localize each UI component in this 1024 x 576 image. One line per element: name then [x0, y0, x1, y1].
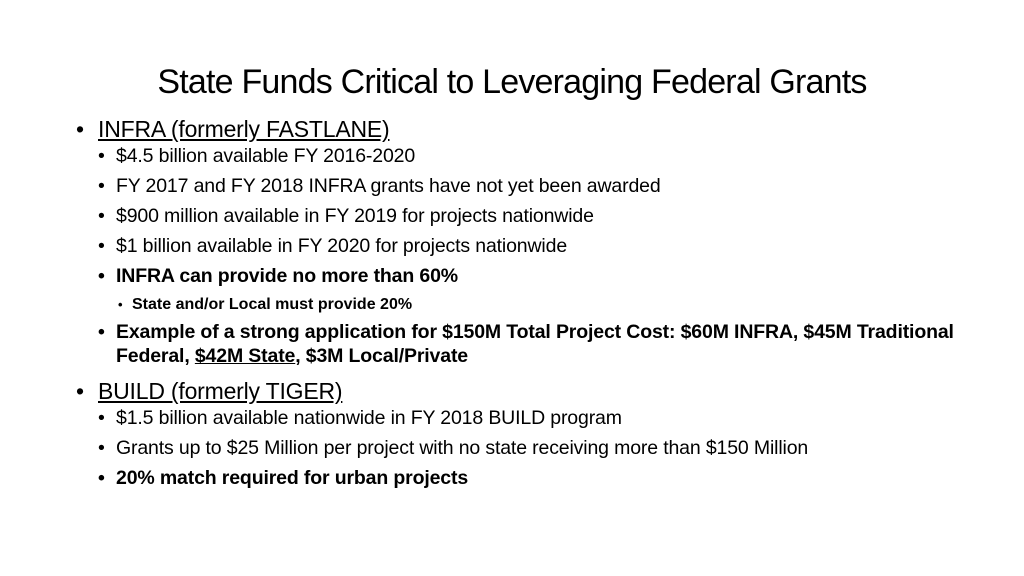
list-item — [98, 406, 956, 430]
list-item — [98, 264, 956, 288]
infra-item-fy2020: $1 billion available in FY 2020 for projects nationwide — [116, 235, 568, 257]
build-section — [76, 376, 956, 406]
list-item — [98, 144, 956, 168]
bullet-icon: • — [76, 378, 84, 404]
bullet-icon: • — [98, 265, 105, 287]
list-item — [98, 436, 956, 460]
bullet-icon: • — [98, 321, 105, 343]
infra-example-part1: Example of a strong application for $150M Total Project Cost: $60M INFRA, $45M Traditional Federal, — [116, 321, 954, 367]
bullet-icon: • — [98, 437, 105, 459]
infra-cap-item: INFRA can provide no more than 60% — [116, 265, 458, 287]
build-heading: BUILD (formerly TIGER) — [98, 378, 343, 404]
bullet-icon: • — [118, 297, 123, 312]
bullet-icon: • — [98, 407, 105, 429]
bullet-icon: • — [98, 145, 105, 167]
infra-cap-subitem: State and/or Local must provide 20% — [132, 296, 413, 313]
infra-section — [76, 114, 956, 144]
build-item-funding: $1.5 billion available nationwide in FY 2018 BUILD program — [116, 407, 622, 429]
bullet-icon: • — [98, 175, 105, 197]
build-match-item: 20% match required for urban projects — [116, 467, 469, 489]
list-item — [116, 294, 956, 316]
bullet-icon: • — [98, 467, 105, 489]
infra-example-state-amount: $42M State — [194, 345, 296, 367]
list-item — [98, 466, 956, 490]
list-item — [98, 174, 956, 198]
bullet-icon: • — [98, 235, 105, 257]
infra-item-funding-total: $4.5 billion available FY 2016-2020 — [116, 145, 416, 167]
infra-item-not-awarded: FY 2017 and FY 2018 INFRA grants have not yet been awarded — [116, 175, 661, 197]
infra-item-fy2019: $900 million available in FY 2019 for projects nationwide — [116, 205, 594, 227]
infra-example-part2: , $3M Local/Private — [295, 345, 468, 367]
bullet-icon: • — [98, 205, 105, 227]
list-item — [98, 320, 956, 368]
slide-content — [76, 114, 956, 496]
build-item-grant-cap: Grants up to $25 Million per project with no state receiving more than $150 Million — [116, 437, 809, 459]
top-level-list — [76, 114, 956, 490]
slide-title: State Funds Critical to Leveraging Federal Grants — [157, 63, 867, 101]
list-item — [98, 234, 956, 258]
list-item — [98, 204, 956, 228]
infra-heading: INFRA (formerly FASTLANE) — [98, 116, 390, 142]
bullet-icon: • — [76, 116, 84, 142]
infra-example-text — [116, 321, 954, 367]
